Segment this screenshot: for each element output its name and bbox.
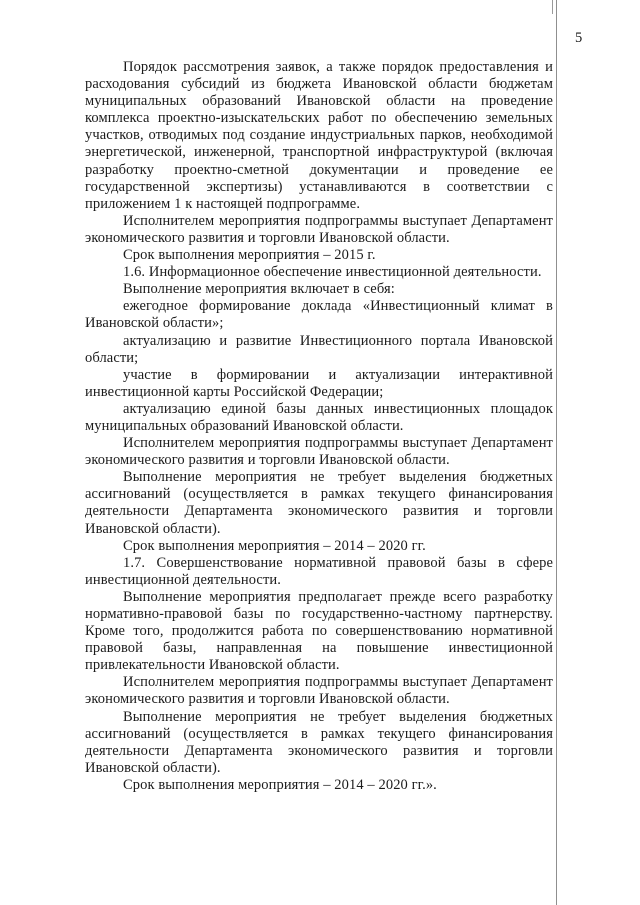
paragraph: актуализацию единой базы данных инвестиционных площадок муниципальных образований Ивановской области. — [85, 400, 553, 434]
paragraph: Исполнителем мероприятия подпрограммы выступает Департамент экономического развития и торговли Ивановской области. — [85, 674, 553, 708]
paragraph: актуализацию и развитие Инвестиционного портала Ивановской области; — [85, 332, 553, 366]
paragraph: 1.6. Информационное обеспечение инвестиционной деятельности. — [123, 264, 542, 281]
scan-artifact-tick — [552, 0, 553, 14]
paragraph: Срок выполнения мероприятия – 2015 г. — [123, 247, 376, 264]
paragraph: Выполнение мероприятия включает в себя: — [123, 281, 395, 298]
paragraph: Срок выполнения мероприятия – 2014 – 2020 гг. — [123, 537, 426, 554]
paragraph: Выполнение мероприятия не требует выделения бюджетных ассигнований (осуществляется в рамках текущего финансирования деятельности Департамента экономического развития и торговли Ивановской области). — [85, 469, 553, 537]
paragraph: ежегодное формирование доклада «Инвестиционный климат в Ивановской области»; — [85, 298, 553, 332]
paragraph: Исполнителем мероприятия подпрограммы выступает Департамент экономического развития и торговли Ивановской области. — [85, 212, 553, 246]
paragraph: Выполнение мероприятия не требует выделения бюджетных ассигнований (осуществляется в рамках текущего финансирования деятельности Департамента экономического развития и торговли Ивановской области). — [85, 708, 553, 776]
paragraph: Исполнителем мероприятия подпрограммы выступает Департамент экономического развития и торговли Ивановской области. — [85, 435, 553, 469]
paragraph: Срок выполнения мероприятия – 2014 – 2020 гг.». — [123, 776, 437, 793]
paragraph: Выполнение мероприятия предполагает прежде всего разработку нормативно-правовой базы по государственно-частному партнерству. Кроме того, продолжится работа по совершенствованию нормативной правовой базы, направленная на повышение инвестиционной привлекательности Ивановской области. — [85, 588, 553, 674]
paragraph: Порядок рассмотрения заявок, а также порядок предоставления и расходования субсидий из бюджета Ивановской области бюджетам муниципальных образований Ивановской области на проведение комплекса проектно-изыскательских работ по обеспечению земельных участков, отводимых под создание индустриальных парков, необходимой энергетической, инженерной, транспортной инфраструктурой (включая разработку проектно-сметной документации и проведение ее государственной экспертизы) устанавливаются в соответствии с приложением 1 к настоящей подпрограмме. — [85, 59, 553, 212]
scan-artifact-line — [556, 0, 557, 905]
page-number: 5 — [575, 30, 583, 46]
paragraph: участие в формировании и актуализации интерактивной инвестиционной карты Российской Федерации; — [85, 366, 553, 400]
document-body — [85, 59, 553, 794]
paragraph: 1.7. Совершенствование нормативной правовой базы в сфере инвестиционной деятельности. — [85, 554, 553, 588]
